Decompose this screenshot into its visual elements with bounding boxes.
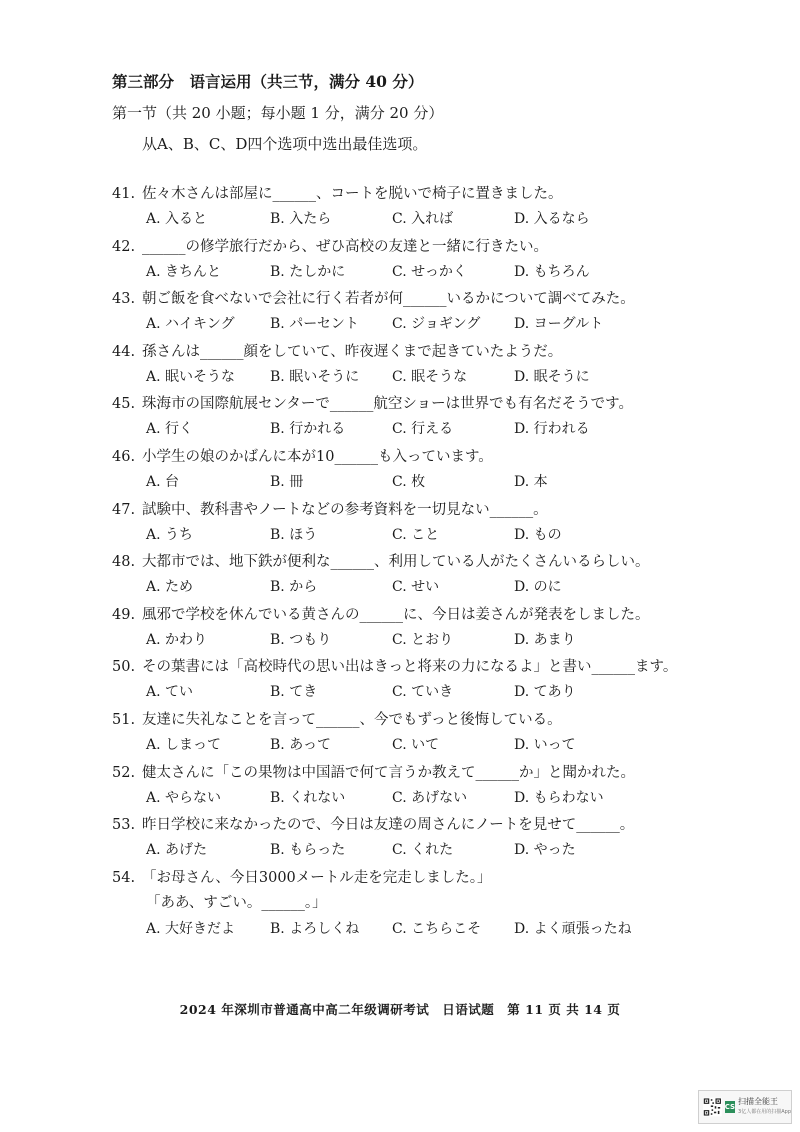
question-45 bbox=[112, 392, 752, 445]
question-number: 51. bbox=[112, 711, 136, 728]
question-54 bbox=[112, 866, 752, 954]
question-stem: 健太さんに「この果物は中国語で何て言うか教えて______か」と聞かれた。 bbox=[142, 764, 635, 781]
question-number: 52. bbox=[112, 764, 136, 781]
question-stem-line-2: 「ああ、すごい。______。」 bbox=[146, 894, 327, 911]
section-title: 第三部分 语言运用（共三节，满分 40 分） bbox=[112, 72, 424, 91]
option-d: D. 行われる bbox=[514, 421, 590, 438]
question-stem: 大都市では、地下鉄が便利な______、利用している人がたくさんいるらしい。 bbox=[142, 554, 650, 571]
option-c: C. せい bbox=[392, 579, 440, 596]
option-b: B. てき bbox=[270, 684, 318, 701]
option-d: D. やった bbox=[514, 842, 576, 859]
question-stem: 佐々木さんは部屋に______、コートを脱いで椅子に置きました。 bbox=[142, 186, 563, 202]
option-a: A. やらない bbox=[146, 789, 222, 806]
option-d: D. いって bbox=[514, 736, 576, 753]
option-b: B. から bbox=[270, 579, 318, 596]
question-stem: 友達に失礼なことを言って______、今でもずっと後悔している。 bbox=[142, 711, 562, 728]
question-46 bbox=[112, 445, 752, 498]
scanner-tagline: 3亿人都在用的扫描App bbox=[738, 1109, 791, 1115]
option-a: A. てい bbox=[146, 684, 194, 701]
scanner-watermark bbox=[698, 1090, 792, 1124]
question-43 bbox=[112, 287, 752, 340]
option-b: B. もらった bbox=[270, 842, 346, 859]
option-d: D. あまり bbox=[514, 631, 576, 648]
option-c: C. こちらこそ bbox=[392, 920, 482, 937]
option-c: C. 行える bbox=[392, 421, 454, 438]
option-d: D. のに bbox=[514, 579, 562, 596]
question-49 bbox=[112, 603, 752, 656]
option-a: A. 眠いそうな bbox=[146, 368, 236, 385]
question-stem-line-1: 「お母さん、今日3000メートル走を完走しました。」 bbox=[142, 869, 492, 886]
option-b: B. ほう bbox=[270, 526, 318, 543]
scanner-app-name: 扫描全能王 bbox=[738, 1097, 779, 1106]
question-53 bbox=[112, 813, 752, 866]
question-number: 42. bbox=[112, 238, 136, 255]
question-number: 50. bbox=[112, 659, 136, 676]
question-stem: 小学生の娘のかばんに本が10______も入っています。 bbox=[142, 448, 493, 465]
option-c: C. とおり bbox=[392, 631, 454, 648]
option-b: B. あって bbox=[270, 736, 332, 753]
page-footer: 2024 年深圳市普通高中高二年级调研考试 日语试题 第 11 页 共 14 页 bbox=[179, 1002, 621, 1017]
scanner-label bbox=[738, 1097, 791, 1117]
option-a: A. ため bbox=[146, 579, 194, 596]
question-50 bbox=[112, 655, 752, 708]
option-a: A. 入ると bbox=[146, 211, 208, 227]
option-d: D. 眠そうに bbox=[514, 368, 590, 385]
option-b: B. 冊 bbox=[270, 473, 304, 490]
option-b: B. くれない bbox=[270, 789, 346, 806]
question-stem: ______の修学旅行だから、ぜひ高校の友達と一緒に行きたい。 bbox=[142, 238, 548, 255]
option-c: C. せっかく bbox=[392, 263, 467, 280]
option-b: B. 入たら bbox=[270, 211, 332, 227]
option-d: D. てあり bbox=[514, 684, 576, 701]
option-c: C. あげない bbox=[392, 789, 468, 806]
question-number: 54. bbox=[112, 869, 136, 886]
option-d: D. ヨーグルト bbox=[514, 316, 604, 333]
question-stem: その葉書には「高校時代の思い出はきっと将来の力になるよ」と書い______ます。 bbox=[142, 659, 678, 676]
question-number: 44. bbox=[112, 343, 136, 360]
option-c: C. 枚 bbox=[392, 473, 426, 490]
question-47 bbox=[112, 498, 752, 551]
option-a: A. 大好きだよ bbox=[146, 920, 236, 937]
question-number: 47. bbox=[112, 501, 136, 518]
option-d: D. 入るなら bbox=[514, 211, 590, 227]
option-c: C. 眠そうな bbox=[392, 368, 468, 385]
question-stem: 朝ご飯を食べないで会社に行く若者が何______いるかについて調べてみた。 bbox=[142, 291, 635, 308]
option-b: B. 眠いそうに bbox=[270, 368, 360, 385]
question-number: 45. bbox=[112, 396, 136, 413]
question-list bbox=[112, 182, 752, 954]
option-b: B. つもり bbox=[270, 631, 332, 648]
question-48 bbox=[112, 550, 752, 603]
question-52 bbox=[112, 761, 752, 814]
instruction: 从A、B、C、D四个选项中选出最佳选项。 bbox=[142, 135, 428, 153]
option-b: B. よろしくね bbox=[270, 920, 360, 937]
question-41 bbox=[112, 182, 752, 235]
question-number: 46. bbox=[112, 448, 136, 465]
option-a: A. 行く bbox=[146, 421, 194, 438]
option-d: D. もの bbox=[514, 526, 562, 543]
option-a: A. きちんと bbox=[146, 263, 222, 280]
question-stem: 昨日学校に来なかったので、今日は友達の周さんにノートを見せて______。 bbox=[142, 817, 635, 834]
option-c: C. ジョギング bbox=[392, 316, 481, 333]
question-51 bbox=[112, 708, 752, 761]
option-c: C. くれた bbox=[392, 842, 454, 859]
question-stem: 試験中、教科書やノートなどの参考資料を一切見ない______。 bbox=[142, 501, 548, 518]
option-a: A. かわり bbox=[146, 631, 208, 648]
option-d: D. よく頑張ったね bbox=[514, 920, 632, 937]
option-a: A. ハイキング bbox=[146, 316, 235, 333]
question-42 bbox=[112, 235, 752, 288]
option-c: C. いて bbox=[392, 736, 440, 753]
question-number: 43. bbox=[112, 291, 136, 308]
question-number: 48. bbox=[112, 554, 136, 571]
question-44 bbox=[112, 340, 752, 393]
option-d: D. もちろん bbox=[514, 263, 590, 280]
question-stem: 風邪で学校を休んでいる黄さんの______に、今日は姜さんが発表をしました。 bbox=[142, 606, 650, 623]
subsection-title: 第一节（共 20 小题；每小题 1 分，满分 20 分） bbox=[112, 104, 444, 122]
question-number: 49. bbox=[112, 606, 136, 623]
question-number: 41. bbox=[112, 186, 136, 202]
option-a: A. うち bbox=[146, 526, 194, 543]
question-number: 53. bbox=[112, 817, 136, 834]
option-d: D. 本 bbox=[514, 473, 548, 490]
option-c: C. 入れば bbox=[392, 211, 454, 227]
question-stem: 孫さんは______顔をしていて、昨夜遅くまで起きていたようだ。 bbox=[142, 343, 563, 360]
option-b: B. 行かれる bbox=[270, 421, 346, 438]
option-c: C. こと bbox=[392, 526, 440, 543]
option-a: A. 台 bbox=[146, 473, 180, 490]
option-d: D. もらわない bbox=[514, 789, 604, 806]
cs-logo-icon: CS bbox=[724, 1103, 736, 1111]
option-c: C. ていき bbox=[392, 684, 454, 701]
option-a: A. しまって bbox=[146, 736, 222, 753]
option-b: B. パーセント bbox=[270, 316, 359, 333]
option-b: B. たしかに bbox=[270, 263, 346, 280]
question-stem: 珠海市の国際航展センターで______航空ショーは世界でも有名だそうです。 bbox=[142, 396, 633, 413]
qr-code-icon bbox=[703, 1095, 722, 1119]
option-a: A. あげた bbox=[146, 842, 208, 859]
